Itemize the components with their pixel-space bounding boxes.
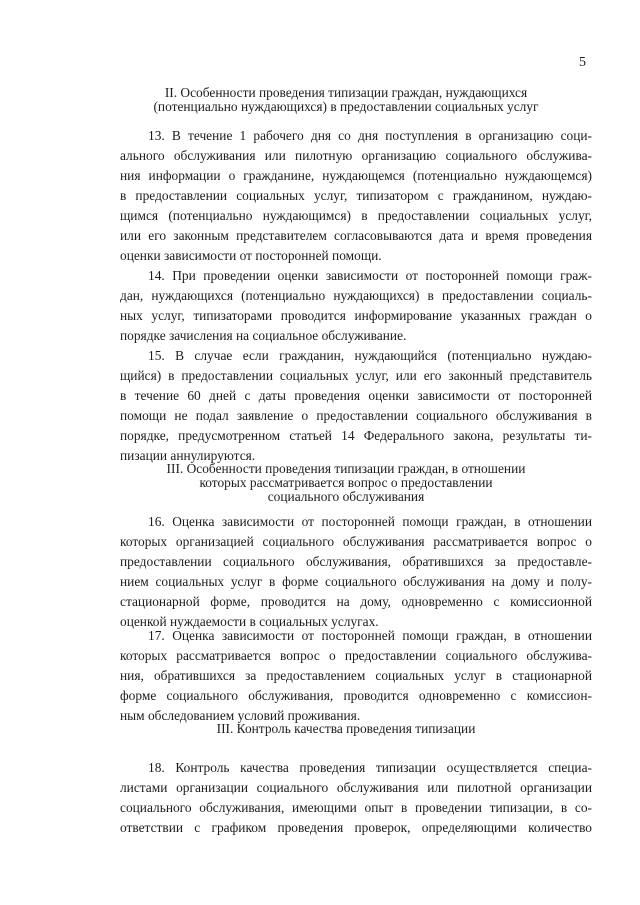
text-line: предоставлении социального обслуживания, обратившихся за предоставле-: [120, 554, 592, 569]
heading-line: (потенциально нуждающихся) в предоставлении социальных услуг: [153, 99, 539, 114]
text-line: ным обследованием условий проживания.: [120, 708, 361, 723]
text-line: нием социальных услуг в форме социального обслуживания на дому и полу-: [120, 574, 592, 589]
text-line: 18. Контроль качества проведения типизации осуществляется специа-: [148, 760, 592, 775]
section-3-control-heading: [100, 722, 592, 736]
paragraph-17: [120, 626, 592, 726]
text-line: стационарной форме, проводится на дому, одновременно с комиссионной: [120, 594, 592, 609]
text-line: щийся) в предоставлении социальных услуг, или его законный представитель: [120, 368, 592, 383]
text-line: 15. В случае если гражданин, нуждающийся (потенциально нуждаю-: [148, 348, 592, 363]
text-line: ных услуг, типизаторами проводится информирование указанных граждан о: [120, 308, 592, 323]
paragraph-13: [120, 126, 592, 266]
text-line: которых организацией социального обслуживания рассматривается вопрос о: [120, 534, 592, 549]
text-line: или его законным представителем согласовываются дата и время проведения: [120, 228, 592, 243]
text-line: 13. В течение 1 рабочего дня со дня поступления в организацию соци-: [148, 128, 592, 143]
text-line: оценкой нуждаемости в социальных услугах.: [120, 614, 379, 629]
paragraph-16: [120, 512, 592, 632]
text-line: форме социального обслуживания, проводится одновременно с комиссион-: [120, 688, 592, 703]
text-line: порядке зачисления на социальное обслуживание.: [120, 328, 407, 343]
paragraph-15: [120, 346, 592, 466]
text-line: дан, нуждающихся (потенциально нуждающихся) в предоставлении социаль-: [120, 288, 592, 303]
paragraph-18: [120, 758, 592, 838]
heading-line: социального обслуживания: [267, 489, 425, 504]
text-line: порядке, предусмотренном статьей 14 Федерального закона, результаты ти-: [120, 428, 592, 443]
paragraph-14: [120, 266, 592, 346]
text-line: 14. При проведении оценки зависимости от посторонней помощи граж-: [148, 268, 592, 283]
text-line: ния, обратившихся за предоставлением социальных услуг в стационарной: [120, 668, 592, 683]
text-line: которых рассматривается вопрос о предоставлении социального обслужива-: [120, 648, 592, 663]
page-number: 5: [579, 55, 586, 70]
text-line: ния информации о гражданине, нуждающемся (потенциально нуждающемся): [120, 168, 592, 183]
text-line: помощи не подал заявление о предоставлении социального обслуживания в: [120, 408, 592, 423]
text-line: 17. Оценка зависимости от посторонней помощи граждан, в отношении: [148, 628, 592, 643]
heading-line: III. Контроль качества проведения типизации: [216, 721, 476, 736]
text-line: щимся (потенциально нуждающимся) в предоставлении социальных услуг,: [120, 208, 592, 223]
text-line: 16. Оценка зависимости от посторонней помощи граждан, в отношении: [148, 514, 592, 529]
text-line: пизации аннулируются.: [120, 448, 256, 463]
text-line: оценки зависимости от посторонней помощи.: [120, 248, 382, 263]
text-line: ответствии с графиком проведения проверок, определяющими количество: [120, 820, 592, 835]
text-line: листами организации социального обслуживания или пилотной организации: [120, 780, 592, 795]
text-line: ального обслуживания или пилотную организацию социального обслужива-: [120, 148, 592, 163]
text-line: социального обслуживания, имеющими опыт в проведении типизации, в со-: [120, 800, 592, 815]
text-line: в предоставлении социальных услуг, типизатором с гражданином, нуждаю-: [120, 188, 592, 203]
text-line: в течение 60 дней с даты проведения оценки зависимости от посторонней: [120, 388, 592, 403]
heading-line: III. Особенности проведения типизации граждан, в отношении: [166, 461, 526, 476]
heading-line: которых рассматривается вопрос о предоставлении: [199, 475, 493, 490]
section-3-heading: [100, 462, 592, 504]
section-2-heading: [100, 86, 592, 114]
heading-line: II. Особенности проведения типизации граждан, нуждающихся: [164, 85, 528, 100]
